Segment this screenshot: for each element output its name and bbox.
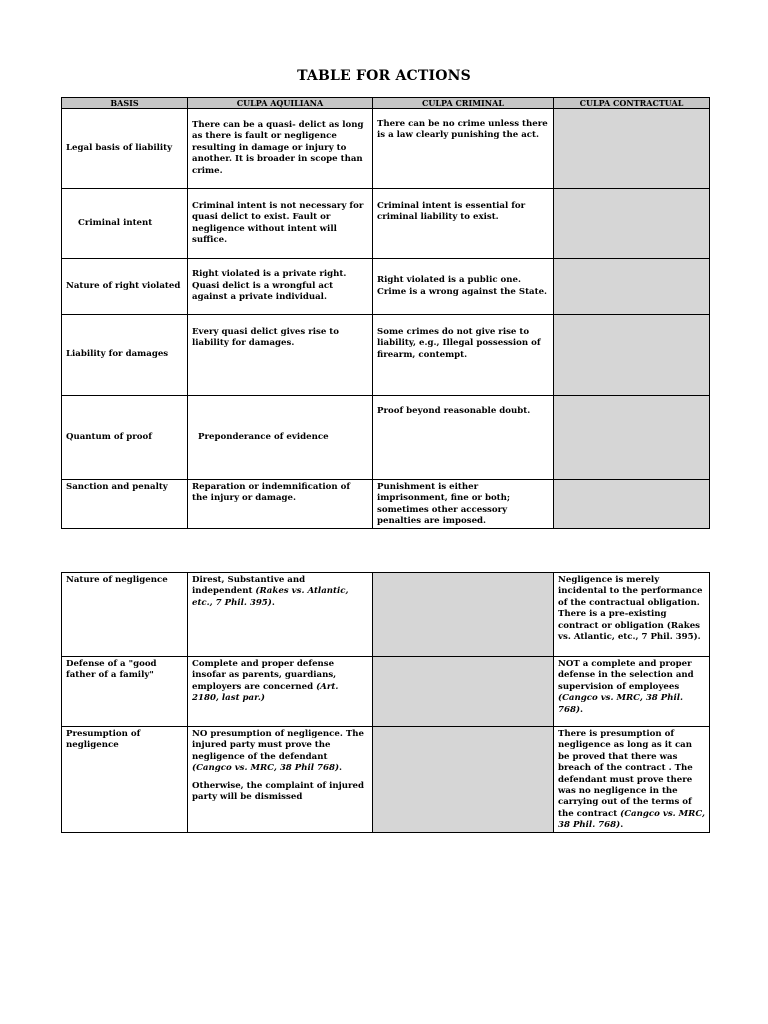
table-row (62, 259, 710, 315)
criminal-cell: Punishment is either imprisonment, fine or both; sometimes other accessory penalties are imposed. (373, 480, 554, 529)
citation: (Cangco vs. MRC, 38 Phil 768) (192, 763, 340, 774)
aquiliana-cell: Right violated is a private right. Quasi delict is a wrongful act against a private individual. (188, 259, 373, 315)
citation-tail: . (339, 763, 343, 774)
contractual-cell (554, 727, 710, 833)
citation-tail: . (271, 597, 275, 608)
criminal-cell: There can be no crime unless there is a law clearly punishing the act. (373, 109, 554, 189)
contractual-cell (554, 480, 710, 529)
actions-comparison-table (61, 97, 710, 529)
contractual-text: There is presumption of negligence as long as it can be proved that there was breach of the contract . The defendant must prove there was no negligence in the carrying out of the terms of the contract (558, 729, 693, 819)
row-basis-cell: Quantum of proof (62, 396, 188, 480)
header-basis: BASIS (62, 98, 188, 109)
row-basis-cell: Nature of right violated (62, 259, 188, 315)
page-title: TABLE FOR ACTIONS (297, 68, 471, 84)
table-row (62, 657, 710, 727)
header-culpa-contractual: CULPA CONTRACTUAL (554, 98, 710, 109)
table-row (62, 396, 710, 480)
contractual-cell (554, 396, 710, 480)
row-basis-cell: Criminal intent (62, 189, 188, 259)
contractual-text: NOT a complete and proper defense in the selection and supervision of employees (558, 659, 694, 692)
negligence-comparison-table (61, 572, 710, 833)
citation: (Cangco vs. MRC, 38 Phil. 768) (558, 808, 705, 831)
row-basis-cell: Legal basis of liability (62, 109, 188, 189)
aquiliana-cell (188, 727, 373, 833)
table-row (62, 109, 710, 189)
contractual-cell (554, 189, 710, 259)
criminal-cell: Criminal intent is essential for criminal liability to exist. (373, 189, 554, 259)
aquiliana-cell: Every quasi delict gives rise to liability for damages. (188, 315, 373, 396)
citation-tail: . (580, 704, 584, 715)
table-header-row (62, 98, 710, 109)
contractual-cell: Negligence is merely incidental to the performance of the contractual obligation. There is a pre-existing contract or obligation (Rakes vs. Atlantic, etc., 7 Phil. 395). (554, 573, 710, 657)
criminal-cell: Proof beyond reasonable doubt. (373, 396, 554, 480)
contractual-cell (554, 315, 710, 396)
citation: (Rakes vs. Atlantic, etc., 7 Phil. 395) (192, 586, 349, 608)
row-basis-cell: Nature of negligence (62, 573, 188, 657)
aquiliana-text: Complete and proper defense insofar as parents, guardians, employers are concerned (192, 659, 337, 692)
criminal-cell: Some crimes do not give rise to liability, e.g., Illegal possession of firearm, contempt. (373, 315, 554, 396)
row-basis-cell: Liability for damages (62, 315, 188, 396)
aquiliana-cell (188, 573, 373, 657)
aquiliana-text: NO presumption of negligence. The injured party must prove the negligence of the defendant (192, 729, 364, 762)
header-culpa-criminal: CULPA CRIMINAL (373, 98, 554, 109)
contractual-cell (554, 259, 710, 315)
contractual-cell (554, 109, 710, 189)
citation: (Cangco vs. MRC, 38 Phil. 768) (558, 693, 684, 715)
table-row (62, 573, 710, 657)
table-row (62, 315, 710, 396)
row-basis-cell: Presumption of negligence (62, 727, 188, 833)
citation-tail: . (620, 820, 624, 831)
row-basis-cell: Sanction and penalty (62, 480, 188, 529)
table-row (62, 189, 710, 259)
aquiliana-text: Direst, Substantive and independent (192, 575, 306, 597)
table-row (62, 480, 710, 529)
criminal-cell (373, 573, 554, 657)
aquiliana-cell: There can be a quasi- delict as long as there is fault or negligence resulting in damage or injury to another. It is broader in scope than crime. (188, 109, 373, 189)
aquiliana-cell: Preponderance of evidence (188, 396, 373, 480)
contractual-cell (554, 657, 710, 727)
citation: (Art. 2180, last par.) (192, 681, 339, 704)
criminal-cell: Right violated is a public one. Crime is a wrong against the State. (373, 259, 554, 315)
row-basis-cell: Defense of a "good father of a family" (62, 657, 188, 727)
aquiliana-cell: Reparation or indemnification of the injury or damage. (188, 480, 373, 529)
aquiliana-cell: Criminal intent is not necessary for quasi delict to exist. Fault or negligence without intent will suffice. (188, 189, 373, 259)
header-culpa-aquiliana: CULPA AQUILIANA (188, 98, 373, 109)
criminal-cell (373, 657, 554, 727)
aquiliana-extra-text: Otherwise, the complaint of injured party will be dismissed (192, 780, 364, 803)
criminal-cell (373, 727, 554, 833)
table-row (62, 727, 710, 833)
aquiliana-cell (188, 657, 373, 727)
